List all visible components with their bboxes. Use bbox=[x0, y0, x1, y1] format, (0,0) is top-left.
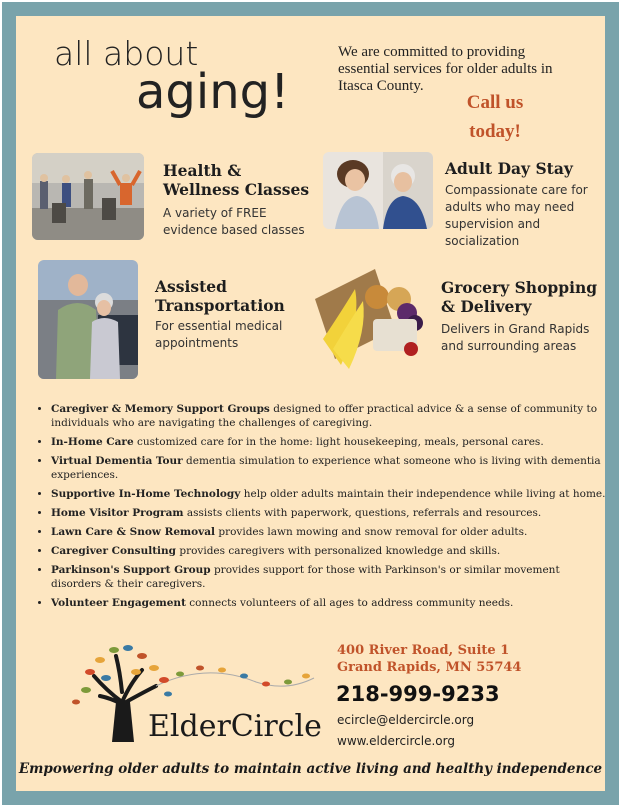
program-description: designed to offer practical advice & a sense of community to individuals who are navigating the challenges of caregiving. bbox=[51, 403, 598, 429]
list-item bbox=[51, 435, 605, 449]
program-description: provides lawn mowing and snow removal for older adults. bbox=[215, 526, 528, 538]
program-name: Virtual Dementia Tour bbox=[51, 455, 183, 467]
list-item bbox=[51, 596, 605, 610]
phone-number: 218-999-9233 bbox=[336, 682, 500, 706]
transportation-photo bbox=[38, 260, 138, 379]
program-description: customized care for in the home: light housekeeping, meals, personal cares. bbox=[133, 436, 544, 448]
list-item bbox=[51, 454, 605, 482]
tagline: Empowering older adults to maintain active living and healthy independence bbox=[18, 761, 603, 777]
list-item bbox=[51, 544, 605, 558]
service-desc-health: A variety of FREE evidence based classes bbox=[163, 206, 305, 237]
program-description: provides caregivers with personalized knowledge and skills. bbox=[176, 545, 501, 557]
program-name: Parkinson's Support Group bbox=[51, 564, 211, 576]
program-name: Caregiver Consulting bbox=[51, 545, 177, 557]
service-desc-transportation: For essential medical appointments bbox=[155, 319, 283, 350]
list-item bbox=[51, 487, 605, 501]
title-line-2: aging! bbox=[136, 64, 290, 120]
list-item bbox=[51, 506, 605, 520]
program-list bbox=[36, 402, 605, 615]
logo-wordmark: ElderCircle bbox=[148, 709, 322, 744]
service-desc-grocery: Delivers in Grand Rapids and surrounding areas bbox=[441, 322, 590, 353]
address-line-1: 400 River Road, Suite 1 bbox=[337, 643, 510, 658]
address-line-2: Grand Rapids, MN 55744 bbox=[337, 660, 522, 675]
call-us-text bbox=[450, 88, 540, 146]
program-name: Volunteer Engagement bbox=[51, 597, 186, 609]
call-us-line-2: today! bbox=[469, 121, 521, 142]
address bbox=[337, 642, 521, 676]
service-desc-day-stay: Compassionate care for adults who may need supervision and socialization bbox=[445, 183, 588, 248]
service-title-day-stay: Adult Day Stay bbox=[445, 159, 573, 178]
grocery-bag-photo bbox=[315, 269, 429, 374]
title-line-1: all about bbox=[54, 34, 199, 73]
service-title-health: Health & Wellness Classes bbox=[163, 161, 310, 199]
exercise-class-photo bbox=[32, 153, 144, 240]
program-name: Lawn Care & Snow Removal bbox=[51, 526, 216, 538]
call-us-line-1: Call us bbox=[466, 92, 524, 113]
flyer-page bbox=[16, 16, 605, 791]
program-name: Supportive In-Home Technology bbox=[51, 488, 241, 500]
program-description: dementia simulation to experience what someone who is living with dementia experiences. bbox=[51, 455, 601, 481]
email-address: ecircle@eldercircle.org bbox=[337, 713, 475, 727]
list-item bbox=[51, 525, 605, 539]
program-description: provides support for those with Parkinson's or similar movement disorders & their caregivers. bbox=[51, 564, 560, 590]
program-name: Caregiver & Memory Support Groups bbox=[51, 403, 270, 415]
service-title-transportation: Assisted Transportation bbox=[155, 277, 285, 315]
intro-text: We are committed to providing essential services for older adults in Itasca County. bbox=[338, 44, 553, 94]
flyer-frame bbox=[2, 2, 619, 805]
list-item bbox=[51, 563, 605, 591]
list-item bbox=[51, 402, 605, 430]
service-title-grocery: Grocery Shopping & Delivery bbox=[441, 278, 598, 316]
program-description: help older adults maintain their independence while living at home. bbox=[240, 488, 605, 500]
website-url: www.eldercircle.org bbox=[337, 734, 455, 748]
program-description: connects volunteers of all ages to address community needs. bbox=[185, 597, 514, 609]
program-name: In-Home Care bbox=[51, 436, 134, 448]
adult-day-stay-photo bbox=[323, 152, 433, 229]
program-description: assists clients with paperwork, questions, referrals and resources. bbox=[183, 507, 542, 519]
program-name: Home Visitor Program bbox=[51, 507, 184, 519]
